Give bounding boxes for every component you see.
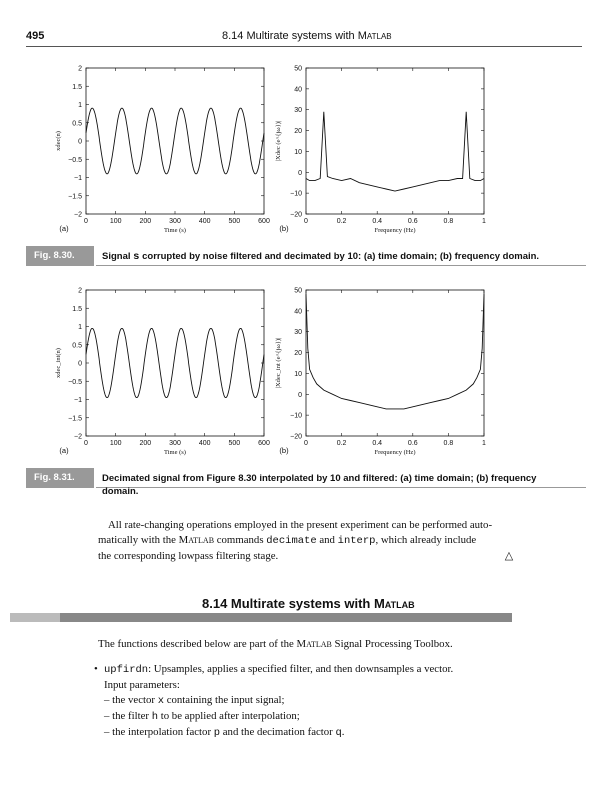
y-tick-label: 0 [78, 360, 82, 368]
param-item: – the filter h to be applied after interpolation; [104, 710, 300, 723]
chart-panel [55, 66, 270, 235]
y-tick-label: 0.5 [72, 342, 82, 350]
x-tick-label: 200 [139, 440, 152, 447]
chart-panel [275, 66, 486, 235]
y-tick-label: 0 [298, 169, 302, 177]
end-of-example-mark: △ [504, 550, 513, 562]
x-tick-label: 600 [258, 218, 270, 225]
intro-paragraph: The functions described below are part of the Matlab Signal Processing Toolbox. [98, 638, 453, 650]
x-tick-label: 0 [84, 440, 88, 447]
x-tick-label: 0.4 [372, 218, 383, 225]
body-paragraph: All rate-changing operations employed in the present experiment can be performed auto- matically with the Matlab commands decimate and interp, which already include the corresponding lowpass filtering stage. △ [98, 519, 513, 562]
x-tick-label: 100 [109, 440, 122, 447]
plot-frame [306, 290, 484, 436]
y-tick-label: −1.5 [68, 415, 82, 423]
plot-frame [306, 68, 484, 214]
y-tick-label: −20 [290, 211, 302, 219]
x-tick-label: 600 [258, 440, 270, 447]
x-tick-label: 0.6 [407, 440, 418, 447]
series-line [306, 112, 484, 191]
y-tick-label: 30 [294, 107, 302, 115]
y-tick-label: 1 [78, 102, 82, 109]
plot-frame [86, 290, 264, 436]
y-tick-label: −1 [74, 175, 82, 182]
figure-number: Fig. 8.30. [26, 246, 94, 266]
y-tick-label: −10 [290, 190, 302, 198]
x-tick-label: 0 [84, 218, 88, 225]
figure-8-30 [26, 62, 586, 242]
y-tick-label: 0 [298, 391, 302, 399]
y-tick-label: 0 [78, 138, 82, 146]
bullet: • [94, 663, 98, 675]
page-number: 495 [26, 30, 45, 42]
y-tick-label: 1.5 [72, 83, 82, 91]
y-axis-label: xdec(n) [55, 131, 62, 151]
x-tick-label: 0.4 [372, 440, 383, 447]
running-header [0, 24, 608, 44]
y-axis-label: xdec_int(n) [55, 348, 62, 378]
x-tick-label: 1 [482, 218, 486, 225]
section-band-left [10, 613, 60, 622]
function-list [94, 662, 524, 741]
y-axis-label: |Xdec (e^{jω})| [275, 120, 282, 162]
y-tick-label: −2 [74, 211, 82, 219]
x-axis-label: Time (s) [164, 227, 186, 234]
y-tick-label: 50 [294, 65, 302, 73]
y-tick-label: 10 [294, 370, 302, 378]
y-tick-label: −10 [290, 412, 302, 420]
y-tick-label: 1.5 [72, 305, 82, 313]
y-axis-label: |Xdec_int (e^{jω})| [275, 337, 282, 389]
panel-label: (b) [279, 224, 289, 233]
plot-frame [86, 68, 264, 214]
header-rule [26, 46, 582, 47]
series-line [306, 294, 484, 409]
x-tick-label: 0.8 [443, 218, 454, 225]
x-tick-label: 200 [139, 218, 152, 225]
caption-text: Decimated signal from Figure 8.30 interpolated by 10 and filtered: (a) time domain; (b) frequency domain. [102, 473, 537, 497]
x-tick-label: 300 [169, 440, 181, 447]
series-line [86, 328, 264, 397]
x-tick-label: 0.2 [336, 440, 347, 447]
caption-text: Signal s corrupted by noise filtered and decimated by 10: (a) time domain; (b) frequency domain. [102, 251, 540, 263]
y-tick-label: 40 [294, 308, 302, 316]
running-title: 8.14 Multirate systems with Matlab [222, 30, 392, 42]
x-tick-label: 1 [482, 440, 486, 447]
y-tick-label: −1.5 [68, 193, 82, 201]
caption-rule [96, 265, 586, 266]
figure-8-31 [26, 284, 586, 464]
series-line [86, 108, 264, 174]
x-tick-label: 100 [109, 218, 122, 225]
y-tick-label: 50 [294, 287, 302, 295]
y-tick-label: 30 [294, 329, 302, 337]
chart-panel [55, 288, 270, 457]
x-axis-label: Frequency (Hz) [374, 227, 416, 234]
list-item: • upfirdn: Upsamples, applies a specified filter, and then downsamples a vector. Input parameters: – the vector x containing the input signal; – the filter h to be applied after interpolation; – the interpolation factor p and the decimation factor q. [94, 662, 524, 741]
x-tick-label: 400 [198, 440, 211, 447]
panel-label: (b) [279, 446, 289, 455]
x-tick-label: 0.8 [443, 440, 454, 447]
y-tick-label: 0.5 [72, 120, 82, 128]
y-tick-label: 2 [78, 65, 82, 73]
x-axis-label: Frequency (Hz) [374, 449, 416, 456]
section-band [60, 613, 512, 622]
panel-label: (a) [59, 224, 69, 233]
y-tick-label: 20 [294, 128, 302, 136]
y-tick-label: −2 [74, 433, 82, 441]
y-tick-label: 10 [294, 148, 302, 156]
x-tick-label: 500 [228, 218, 241, 225]
x-tick-label: 400 [198, 218, 211, 225]
x-tick-label: 500 [228, 440, 241, 447]
x-tick-label: 0 [304, 218, 308, 225]
y-tick-label: −0.5 [68, 156, 82, 164]
y-tick-label: 20 [294, 350, 302, 358]
panel-label: (a) [59, 446, 69, 455]
param-item: – the vector x containing the input signal; [104, 694, 285, 707]
x-axis-label: Time (s) [164, 449, 186, 456]
y-tick-label: −0.5 [68, 378, 82, 386]
y-tick-label: 1 [78, 324, 82, 331]
y-tick-label: 2 [78, 287, 82, 295]
chart-panel [275, 288, 486, 457]
y-tick-label: 40 [294, 86, 302, 94]
y-tick-label: −20 [290, 433, 302, 441]
x-tick-label: 0 [304, 440, 308, 447]
x-tick-label: 0.2 [336, 218, 347, 225]
figure-number: Fig. 8.31. [26, 468, 94, 488]
x-tick-label: 300 [169, 218, 181, 225]
y-tick-label: −1 [74, 397, 82, 404]
param-item: – the interpolation factor p and the decimation factor q. [104, 726, 345, 739]
section-title: 8.14 Multirate systems with Matlab [202, 596, 415, 611]
x-tick-label: 0.6 [407, 218, 418, 225]
